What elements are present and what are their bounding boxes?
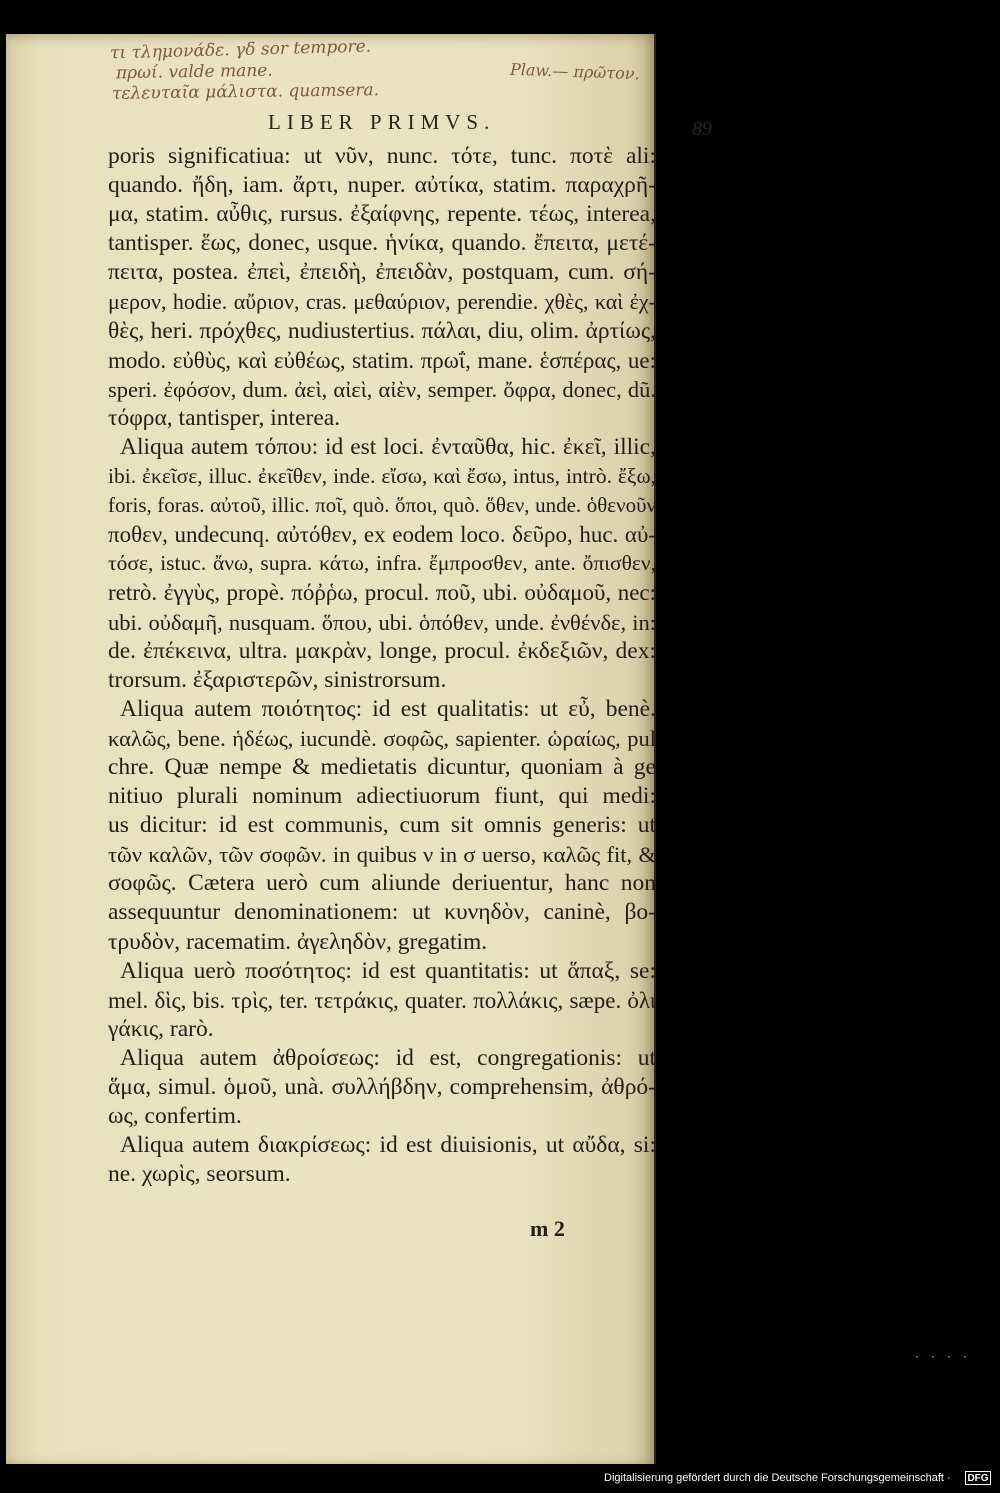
- text-line: trorsum. ἐξαριστερῶν, sinistrorsum.: [108, 666, 447, 693]
- text-line: Aliqua autem διακρίσεως: id est diuisionis, ut αὔδα, si:: [120, 1132, 656, 1159]
- folio-number: 89: [692, 118, 712, 140]
- text-line: τῶν καλῶν, τῶν σοφῶν. in quibus ν in σ uerso, καλῶς fit, &: [108, 842, 656, 868]
- text-line: τρυδὸν, racematim. ἀγεληδὸν, gregatim.: [108, 928, 488, 955]
- text-line: mel. δὶς, bis. τρὶς, ter. τετράκις, quater. πολλάκις, sæpe. ὀλι: [108, 987, 656, 1013]
- body-text: [108, 142, 656, 1189]
- running-head: LIBER PRIMVS.: [268, 110, 496, 134]
- text-line: ubi. οὐδαμῆ, nusquam. ὅπου, ubi. ὁπόθεν, unde. ἐνθένδε, in:: [108, 609, 656, 635]
- text-line: nitiuo plurali nominum adiectiuorum fiunt, qui medi:: [108, 783, 656, 810]
- text-line: ἅμα, simul. ὁμοῦ, unà. συλλήβδην, comprehensim, ἀθρό-: [108, 1074, 656, 1100]
- text-line: assequuntur denominationem: ut κυνηδὸν, caninè, βο-: [108, 899, 656, 926]
- text-line: modo. εὐθὺς, καὶ εὐθέως, statim. πρωΐ, mane. ἑσπέρας, ue:: [108, 347, 656, 373]
- text-line: Aliqua autem ποιότητος: id est qualitatis: ut εὖ, benè.: [120, 695, 656, 722]
- text-line: Aliqua autem ἀθροίσεως: id est, congregationis: ut: [120, 1044, 656, 1071]
- funding-credit: Digitalisierung gefördert durch die Deutsche Forschungsgemeinschaft ·: [604, 1472, 951, 1484]
- text-line: ποθεν, undecunq. αὐτόθεν, ex eodem loco. δεῦρο, huc. αὐ-: [108, 522, 656, 548]
- marginalia-line-1: τι τλημονάδε. γδ sor tempore.: [109, 36, 372, 64]
- text-line: poris significatiua: ut νῦν, nunc. τότε, tunc. ποτὲ ali:: [108, 143, 656, 169]
- text-line: ibi. ἐκεῖσε, illuc. ἐκεῖθεν, inde. εἴσω, καὶ ἔσω, intus, intrò. ἔξω,: [108, 464, 656, 489]
- text-line: Aliqua uerò ποσότητος: id est quantitatis: ut ἅπαξ, se:: [120, 957, 656, 984]
- signature-mark: m 2: [530, 1216, 565, 1241]
- text-line: chre. Quæ nempe & medietatis dicuntur, quoniam à ge: [108, 753, 656, 780]
- dfg-logo-icon: DFG: [965, 1471, 991, 1485]
- text-line: τόφρα, tantisper, interea.: [108, 404, 341, 431]
- marginalia-line-3: τελευταῖα μάλιστα. quamsera.: [111, 80, 380, 104]
- text-line: quando. ἤδη, iam. ἄρτι, nuper. αὐτίκα, statim. παραχρῆ-: [108, 172, 656, 199]
- text-line: foris, foras. αὐτοῦ, illic. ποῖ, quò. ὅποι, quò. ὅθεν, unde. ὁθενοῦν: [108, 493, 656, 518]
- text-line: de. ἐπέκεινα, ultra. μακρὰν, longe, procul. ἐκδεξιῶν, dex:: [108, 637, 656, 664]
- text-line: ως, confertim.: [108, 1103, 242, 1130]
- text-line: Aliqua autem τόπου: id est loci. ἐνταῦθα, hic. ἐκεῖ, illic,: [120, 433, 656, 460]
- text-line: καλῶς, bene. ἡδέως, iucundè. σοφῶς, sapienter. ὡραίως, pul: [108, 725, 656, 751]
- text-line: us dicitur: id est communis, cum sit omnis generis: ut: [108, 812, 656, 839]
- text-line: μερον, hodie. αὔριον, cras. μεθαύριον, perendie. χθὲς, καὶ ἐχ-: [108, 289, 656, 315]
- marginalia-line-4: Plaw.— πρῶτον.: [509, 59, 640, 84]
- text-line: τόσε, istuc. ἄνω, supra. κάτω, infra. ἔμπροσθεν, ante. ὄπισθεν,: [108, 551, 656, 576]
- text-line: σοφῶς. Cætera uerò cum aliunde deriuentur, hanc non: [108, 870, 656, 897]
- text-line: speri. ἐφόσον, dum. ἀεὶ, αἰεὶ, αἰὲν, semper. ὄφρα, donec, dũ.: [108, 376, 656, 402]
- text-line: πειτα, postea. ἐπεὶ, ἐπειδὴ, ἐπειδὰν, postquam, cum. σή-: [108, 259, 656, 286]
- text-line: ne. χωρὶς, seorsum.: [108, 1161, 291, 1188]
- text-line: retrò. ἐγγὺς, propè. πόῤῥω, procul. ποῦ, ubi. οὐδαμοῦ, nec:: [108, 580, 656, 606]
- text-line: tantisper. ἕως, donec, usque. ἡνίκα, quando. ἔπειτα, μετέ-: [108, 230, 656, 257]
- marginalia-line-2: πρωί. valde mane.: [115, 60, 273, 84]
- text-line: γάκις, rarò.: [108, 1015, 214, 1042]
- edge-dots: ····: [915, 1349, 979, 1363]
- text-line: μα, statim. αὖθις, rursus. ἐξαίφνης, repente. τέως, interea,: [108, 201, 656, 228]
- text-line: θὲς, heri. πρόχθες, nudiustertius. πάλαι, diu, olim. ἀρτίως,: [108, 317, 656, 344]
